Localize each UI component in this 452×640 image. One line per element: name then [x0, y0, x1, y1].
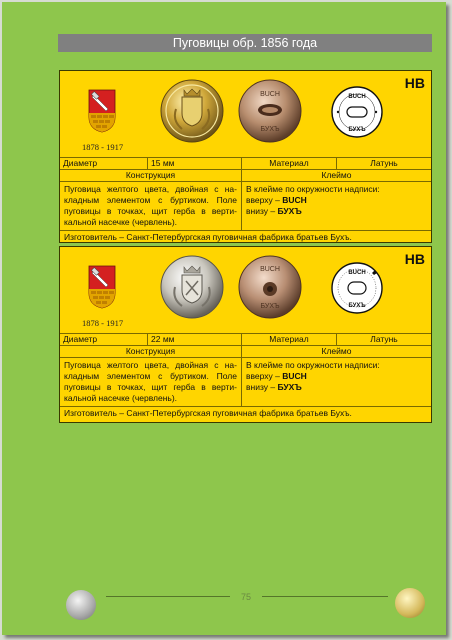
years-label: 1878 - 1917 [82, 142, 124, 152]
maker-text: Изготовитель – Санкт-Петербургская пуговичная фабрика братьев Бухъ. [64, 408, 352, 418]
button-front-photo [160, 255, 224, 319]
mark-header: Клеймо [321, 170, 352, 180]
card-hero [60, 71, 431, 158]
svg-text:BUCH: BUCH [260, 91, 280, 98]
mark-text [242, 358, 431, 406]
mark-bottom-value: БУХЪ [277, 206, 302, 216]
mark-intro: В клейме по окружности надписи: [246, 184, 380, 194]
coat-of-arms-icon [88, 89, 116, 133]
footer-rule-right [262, 596, 388, 597]
description-row [60, 182, 431, 231]
button-back-photo [238, 255, 302, 319]
diameter-label: Диаметр [60, 158, 148, 169]
mark-bottom-prefix: внизу – [246, 206, 278, 216]
badge-hb: HB [404, 251, 425, 267]
mark-text [242, 182, 431, 230]
monogram-medal-icon [395, 588, 425, 618]
mark-top-prefix: вверху – [246, 195, 283, 205]
construction-text: Пуговица желтого цвета, двойная с накладным элементом с буртиком. Поле пуговицы в точках, щит герба в вертикальной насечке (червлень). [60, 182, 242, 230]
mark-bottom-prefix: внизу – [246, 382, 278, 392]
badge-hb: HB [404, 75, 425, 91]
material-value: Латунь [370, 334, 398, 344]
headers-row [60, 170, 431, 182]
eagle-medal-icon [66, 590, 96, 620]
specs-row [60, 158, 431, 170]
button-card-1 [59, 70, 432, 243]
specs-row [60, 334, 431, 346]
button-front-photo [160, 79, 224, 143]
mark-top-value: BUCH [282, 371, 307, 381]
page-number: 75 [240, 592, 251, 602]
stamp-drawing [330, 85, 384, 139]
page-title: Пуговицы обр. 1856 года [58, 34, 432, 52]
svg-text:БУХЪ: БУХЪ [260, 126, 280, 133]
coat-of-arms-icon [88, 265, 116, 309]
mark-top-value: BUCH [282, 195, 307, 205]
page [2, 2, 446, 635]
button-card-2 [59, 246, 432, 423]
construction-header: Конструкция [60, 346, 242, 357]
description-row [60, 358, 431, 407]
footer-rule-left [106, 596, 230, 597]
mark-header: Клеймо [321, 346, 352, 356]
stamp-bottom-text: БУХЪ [348, 127, 366, 133]
mark-bottom-value: БУХЪ [277, 382, 302, 392]
stamp-top-text: BUCH [348, 94, 366, 100]
diameter-value: 22 мм [148, 334, 242, 345]
construction-header: Конструкция [60, 170, 242, 181]
construction-text: Пуговица желтого цвета, двойная с накладным элементом с буртиком. Поле пуговицы в точках, щит герба в вертикальной насечке (червлень). [60, 358, 242, 406]
headers-row [60, 346, 431, 358]
stamp-bottom-text: БУХЪ [348, 303, 366, 309]
mark-intro: В клейме по окружности надписи: [246, 360, 380, 370]
maker-text: Изготовитель – Санкт-Петербургская пуговичная фабрика братьев Бухъ. [64, 232, 352, 242]
material-value: Латунь [370, 158, 398, 168]
svg-text:БУХЪ: БУХЪ [260, 303, 280, 310]
material-label: Материал [242, 158, 337, 169]
svg-text:BUCH: BUCH [260, 266, 280, 273]
diameter-value: 15 мм [148, 158, 242, 169]
stamp-drawing [330, 261, 384, 315]
card-hero [60, 247, 431, 334]
button-back-photo [238, 79, 302, 143]
mark-top-prefix: вверху – [246, 371, 283, 381]
stamp-top-text: BUCH [348, 270, 366, 276]
diameter-label: Диаметр [60, 334, 148, 345]
material-label: Материал [242, 334, 337, 345]
years-label: 1878 - 1917 [82, 318, 124, 328]
